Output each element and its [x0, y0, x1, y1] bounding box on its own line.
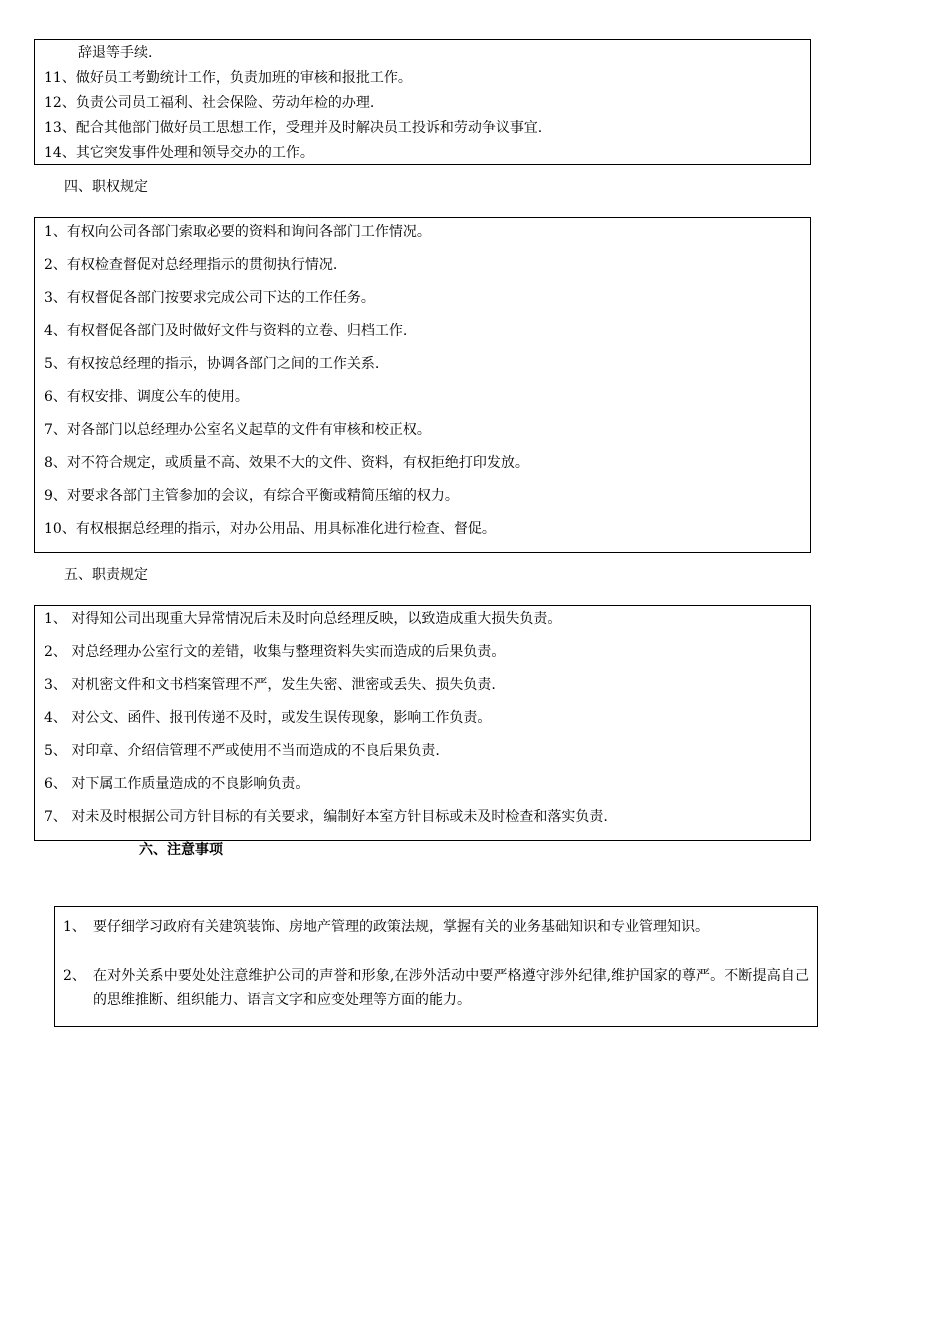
list-item: 2、 对总经理办公室行文的差错，收集与整理资料失实而造成的后果负责。 [44, 644, 506, 660]
list-item: 6、 对下属工作质量造成的不良影响负责。 [44, 776, 310, 792]
list-item: 7、对各部门以总经理办公室名义起草的文件有审核和校正权。 [44, 422, 431, 438]
list-item: 5、有权按总经理的指示，协调各部门之间的工作关系. [44, 356, 380, 372]
list-item: 10、有权根据总经理的指示，对办公用品、用具标准化进行检查、督促。 [44, 521, 496, 537]
list-item: 1、有权向公司各部门索取必要的资料和询问各部门工作情况。 [44, 224, 431, 240]
list-item: 13、配合其他部门做好员工思想工作，受理并及时解决员工投诉和劳动争议事宜. [44, 120, 543, 136]
list-item: 1、 对得知公司出现重大异常情况后未及时向总经理反映，以致造成重大损失负责。 [44, 611, 562, 627]
list-item: 11、做好员工考勤统计工作，负责加班的审核和报批工作。 [44, 70, 412, 86]
list-item [63, 915, 809, 939]
list-item: 2、有权检查督促对总经理指示的贯彻执行情况. [44, 257, 338, 273]
list-item: 4、有权督促各部门及时做好文件与资料的立卷、归档工作. [44, 323, 408, 339]
list-item-number: 2、 [63, 968, 86, 984]
list-item: 8、对不符合规定，或质量不高、效果不大的文件、资料，有权拒绝打印发放。 [44, 455, 529, 471]
list-item [63, 964, 809, 1012]
section-heading-responsibility: 五、职责规定 [64, 567, 148, 583]
list-item: 3、 对机密文件和文书档案管理不严，发生失密、泄密或丢失、损失负责. [44, 677, 496, 693]
list-item-text: 要仔细学习政府有关建筑装饰、房地产管理的政策法规，掌握有关的业务基础知识和专业管理知识。 [93, 919, 709, 935]
duties-continuation-box [34, 39, 811, 165]
list-item: 12、负责公司员工福利、社会保险、劳动年检的办理. [44, 95, 375, 111]
list-item-number: 1、 [63, 919, 86, 935]
list-item: 6、有权安排、调度公车的使用。 [44, 389, 249, 405]
list-item: 3、有权督促各部门按要求完成公司下达的工作任务。 [44, 290, 375, 306]
section-heading-notes: 六、注意事项 [139, 842, 223, 858]
list-item: 7、 对未及时根据公司方针目标的有关要求，编制好本室方针目标或未及时检查和落实负责. [44, 809, 608, 825]
authority-box [34, 217, 811, 553]
section-heading-authority: 四、职权规定 [64, 179, 148, 195]
list-item: 辞退等手续. [78, 45, 153, 61]
list-item: 5、 对印章、介绍信管理不严或使用不当而造成的不良后果负责. [44, 743, 440, 759]
responsibility-box [34, 605, 811, 841]
list-item-text: 在对外关系中要处处注意维护公司的声誉和形象,在涉外活动中要严格遵守涉外纪律,维护国家的尊严。不断提高自己的思维推断、组织能力、语言文字和应变处理等方面的能力。 [93, 968, 809, 1008]
list-item: 9、对要求各部门主管参加的会议，有综合平衡或精简压缩的权力。 [44, 488, 459, 504]
notes-box [54, 906, 818, 1027]
list-item: 14、其它突发事件处理和领导交办的工作。 [44, 145, 314, 161]
list-item: 4、 对公文、函件、报刊传递不及时，或发生误传现象，影响工作负责。 [44, 710, 492, 726]
